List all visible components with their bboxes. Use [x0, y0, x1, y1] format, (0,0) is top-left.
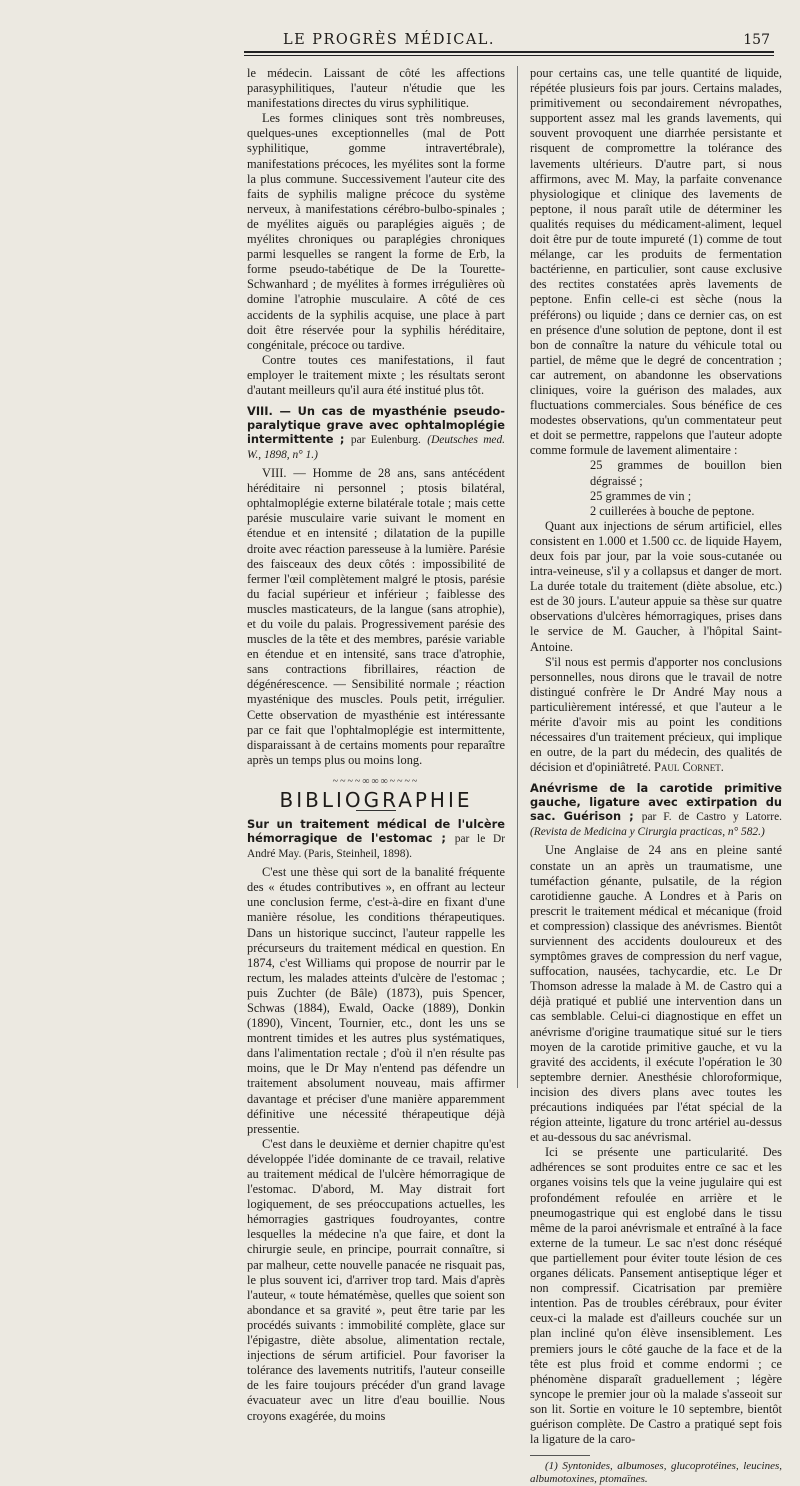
- paragraph: Quant aux injections de sérum artificiel, elles consistent en 1.000 et 1.500 cc. de liquide Hayem, deux fois par jour, par la voie sous-cutanée ou intra-veineuse, s'il y a collapsus et danger de mort. La durée totale du traitement (diète absolue, etc.) est de 30 jours. L'auteur appuie sa thèse sur quatre observations d'ulcères hémorragiques, prises dans le service de M. Gaucher, à l'hôpital Saint-Antoine.: [530, 518, 782, 654]
- article-title: [530, 781, 782, 839]
- column-divider: [517, 66, 518, 1088]
- article-title: [247, 404, 505, 462]
- article-title-text: Anévrisme de la carotide primitive gauche, ligature avec extirpation du sac. Guérison ;: [530, 781, 782, 824]
- recipe-line: 2 cuillerées à bouche de peptone.: [590, 503, 755, 518]
- section-title: BIBLIOGRAPHIE: [279, 788, 473, 813]
- paragraph-text: S'il nous est permis d'apporter nos conclusions personnelles, nous dirons que le travail de notre distingué confrère le Dr André May nous a particulièrement intéressé, et que l'auteur a le mérite d'avoir mis au point les conditions nécessaires d'un traitement précieux, qui implique en outre, de la part du médecin, des qualités de décision et d'opiniâtreté.: [530, 654, 782, 775]
- header-rule: [244, 51, 774, 56]
- ornament-divider: ~~~~∞∞∞~~~~: [332, 775, 420, 787]
- left-column: [247, 66, 505, 1424]
- paragraph: C'est dans le deuxième et dernier chapitre qu'est développée l'idée dominante de ce travail, relative au traitement médical de l'ulcère hémorragique de l'estomac. D'abord, M. May distrait fort logiquement, de ses préoccupations actuelles, les hémorragies gastriques foudroyantes, contre lesquelles la médecine n'a que faire, et dont la chirurgie seule, en principe, pourrait connaître, si par malheur, cette nouvelle panacée ne risquait pas, le plus souvent ici, d'arriver trop tard. Mais d'après l'auteur, « toute hématémèse, quelles que soient son abondance et sa gravité », peut être tarie par les procédés suivants : immobilité complète, glace sur l'épigastre, diète absolue, alimentation rectale, injections de sérum artificiel. Pour favoriser la tolérance des lavements nutritifs, l'auteur conseille de les faire toujours précéder d'un grand lavage évacuateur avec un litre d'eau bouillie. Nous croyons exagérée, du moins: [247, 1136, 505, 1423]
- recipe-line: 25 grammes de bouillon bien dégraissé ;: [590, 458, 782, 488]
- paragraph: Contre toutes ces manifestations, il faut employer le traitement mixte ; les résultats seront d'autant meilleurs qu'il aura été institué plus tôt.: [247, 352, 505, 397]
- page-number: 157: [743, 32, 770, 48]
- article-source-journal: (Deutsches med. W., 1898, n° 1.): [247, 434, 506, 462]
- article-source-author: par Eulenburg.: [350, 434, 421, 447]
- paragraph: Les formes cliniques sont très nombreuses, quelques-unes exceptionnelles (mal de Pott syphilitique, gomme intravertébrale), manifestations précoces, les myélites sont la forme la plus commune. Successivement l'auteur cite des faits de syphilis maligne précoce du système nerveux, à manifestations cérébro-bulbo-spinales ; de myélites aiguës ou paraplégies aiguës ; de myélites chroniques ou paraplégies chroniques parmi lesquelles se rangent la forme de Erb, la forme pseudo-tabétique de De la Tourette-Schwanhard ; de myélites à formes irrégulières où domine l'atrophie musculaire. A côté de ces accidents de la syphilis acquise, une place à part doit être réservée pour la syphilis héréditaire, congénitale, précoce ou tardive.: [247, 111, 505, 352]
- article-title-text: VIII. — Un cas de myasthénie pseudo-paralytique grave avec ophtalmoplégie intermittente ;: [247, 404, 505, 447]
- recipe-line: 25 grammes de vin ;: [590, 488, 692, 503]
- article-source-author: par F. de Castro y Latorre.: [641, 811, 783, 824]
- biblio-title-text: Sur un traitement médical de l'ulcère hémorragique de l'estomac ;: [247, 817, 505, 846]
- biblio-title: [247, 817, 505, 861]
- footnote: (1) Syntonides, albumoses, glucoprotéines, leucines, albumotoxines, ptomaïnes.: [530, 1460, 782, 1486]
- running-title: LE PROGRÈS MÉDICAL.: [282, 32, 496, 48]
- paragraph: C'est une thèse qui sort de la banalité fréquente des « études contributives », en offrant au lecteur une conclusion ferme, c'est-à-dire en fixant d'une manière résolue, les conditions thérapeutiques. Dans un historique succinct, l'auteur rappelle les précurseurs du traitement médical en question. En 1874, c'est Williams qui propose de nourrir par le rectum, les malades atteints d'ulcère de l'estomac ; puis Zuchter (de Bâle) (1873), puis Spencer, Schwas (1884), Ewald, Oacke (1889), Donkin (1890), Vincent, Tournier, etc., dont les uns se montrent timides et les autres plus systématiques, dans l'alimentation rectale ; d'où il n'en résulte pas moins, que le Dr May n'entend pas défendre un traitement absolument nouveau, mais affirmer davantage et préciser d'une manière apparemment définitive une nécessité thérapeutique déjà pressentie.: [247, 865, 505, 1136]
- footnote-rule: [530, 1455, 590, 1456]
- paragraph: Une Anglaise de 24 ans en pleine santé constate un an après un traumatisme, une tuméfaction génante, pulsatile, de la région carotidienne gauche. A Londres et à Paris on prescrit le traitement médical et mécanique (froid et compression) classique des anévrismes. Bientôt surviennent des accidents douloureux et des symptômes graves de compression du nerf vague, suffocation, nausées, tachycardie, etc. Le Dr Thomson adresse la malade à M. de Castro qui a déjà pratiqué et publié une intervention dans un cas semblable. Celui-ci diagnostique en effet un anévrisme d'origine traumatique situé sur le tiers moyen de la carotide primitive gauche, et vu la gravité des accidents, il exécute l'opération le 30 septembre dernier. Anesthésie chloroformique, incision des divers plans avec toutes les précautions indiquées par l'état spécial de la région atteinte, ligature du tronc artériel au-dessus et au-dessous du sac anévrismal.: [530, 843, 782, 1145]
- author-signature: Paul Cornet.: [654, 760, 724, 775]
- paragraph: le médecin. Laissant de côté les affections parasyphilitiques, l'auteur n'étudie que les manifestations directes du virus syphilitique.: [247, 66, 505, 111]
- paragraph: pour certains cas, une telle quantité de liquide, répétée plusieurs fois par jours. Certains malades, primitivement ou secondairement névropathes, supportent assez mal les grands lavements, qui souvent provoquent une diarrhée persistante et risquent de compromettre la tolérance des lavements ultérieurs. D'autre part, si nous affirmons, avec M. May, la parfaite convenance physiologique et clinique des lavements de peptone, il nous paraît utile de déterminer les qualités requises du médicament-aliment, lequel doit être pur de toute impureté (1) comme de tout mélange, car les produits de fermentation bactérienne, en particulier, sont cause exclusive des rectites constatées après lavements de peptone. Enfin celle-ci est sèche (nous la préférons) ou liquide ; dans ce dernier cas, on est en présence d'une solution de peptone, dont il est bon de connaître la nature du véhicule total ou partiel, de même que le degré de concentration ; car autrement, on abandonne les observations cliniques, voire la guérison des malades, aux fluctuations commerciales. Sous bénéfice de ces modestes observations, qu'un commentateur peut et doit se permettre, rappelons que l'auteur adopte comme formule de lavement alimentaire :: [530, 66, 782, 458]
- article-source-journal: (Revista de Medicina y Cirurgia practicas, n° 582.): [530, 826, 765, 839]
- paragraph: [530, 655, 782, 776]
- right-column: [530, 66, 782, 1486]
- biblio-source: par le Dr André May. (Paris, Steinheil, 1898).: [247, 833, 505, 861]
- paragraph: Ici se présente une particularité. Des adhérences se sont produites entre ce sac et les organes voisins tels que la veine jugulaire qui est profondément refoulée en arrière et le pneumogastrique qui est englobé dans le tissu même de la paroi anévrismale et entraîné à la face externe de la tumeur. Le sac n'est donc réséqué que partiellement pour éviter toute lésion de ces organes délicats. Pansement antiseptique léger et non compressif. Cicatrisation par première intention. Pas de troubles cérébraux, pour éviter ceux-ci la malade est d'ailleurs couchée sur un plan incliné qu'on élève insensiblement. Les premiers jours le côté gauche de la face et de la tête est plus froid et comme endormi ; ce phénomène disparaît graduellement ; légère syncope le premier jour où la malade s'asseoit sur son lit. Sortie en voiture le 10 septembre, bientôt guérison complète. De Castro a pratiqué sept fois la ligature de la caro-: [530, 1145, 782, 1447]
- paragraph: VIII. — Homme de 28 ans, sans antécédent héréditaire ni personnel ; ptosis bilatéral, ophtalmoplégie externe bilatérale totale ; mais cette parésie musculaire varie suivant le moment en étendue et en intensité ; dilatation de la pupille droite avec réaction paresseuse à la lumière. Parésie des faisceaux des deux côtés : impossibilité de fermer l'œil complètement malgré le ptosis, parésie du facial supérieur et inférieur ; faiblesse des muscles masticateurs, de la langue (sans atrophie), et du voile du palais. Progressivement parésie des muscles de la tête et des membres, parésie variable en étendue et en intensité, sans trace d'atrophie, sans contractions fibrillaires, réaction de dégénérescence. — Sensibilité normale ; réaction myasténique des muscles. Pouls petit, irrégulier. Cette observation de myasthénie est intéressante par ce fait que l'ophtalmoplégie est intermittente, disparaissant à de certains moments pour reparaître après un temps plus ou moins long.: [247, 466, 505, 767]
